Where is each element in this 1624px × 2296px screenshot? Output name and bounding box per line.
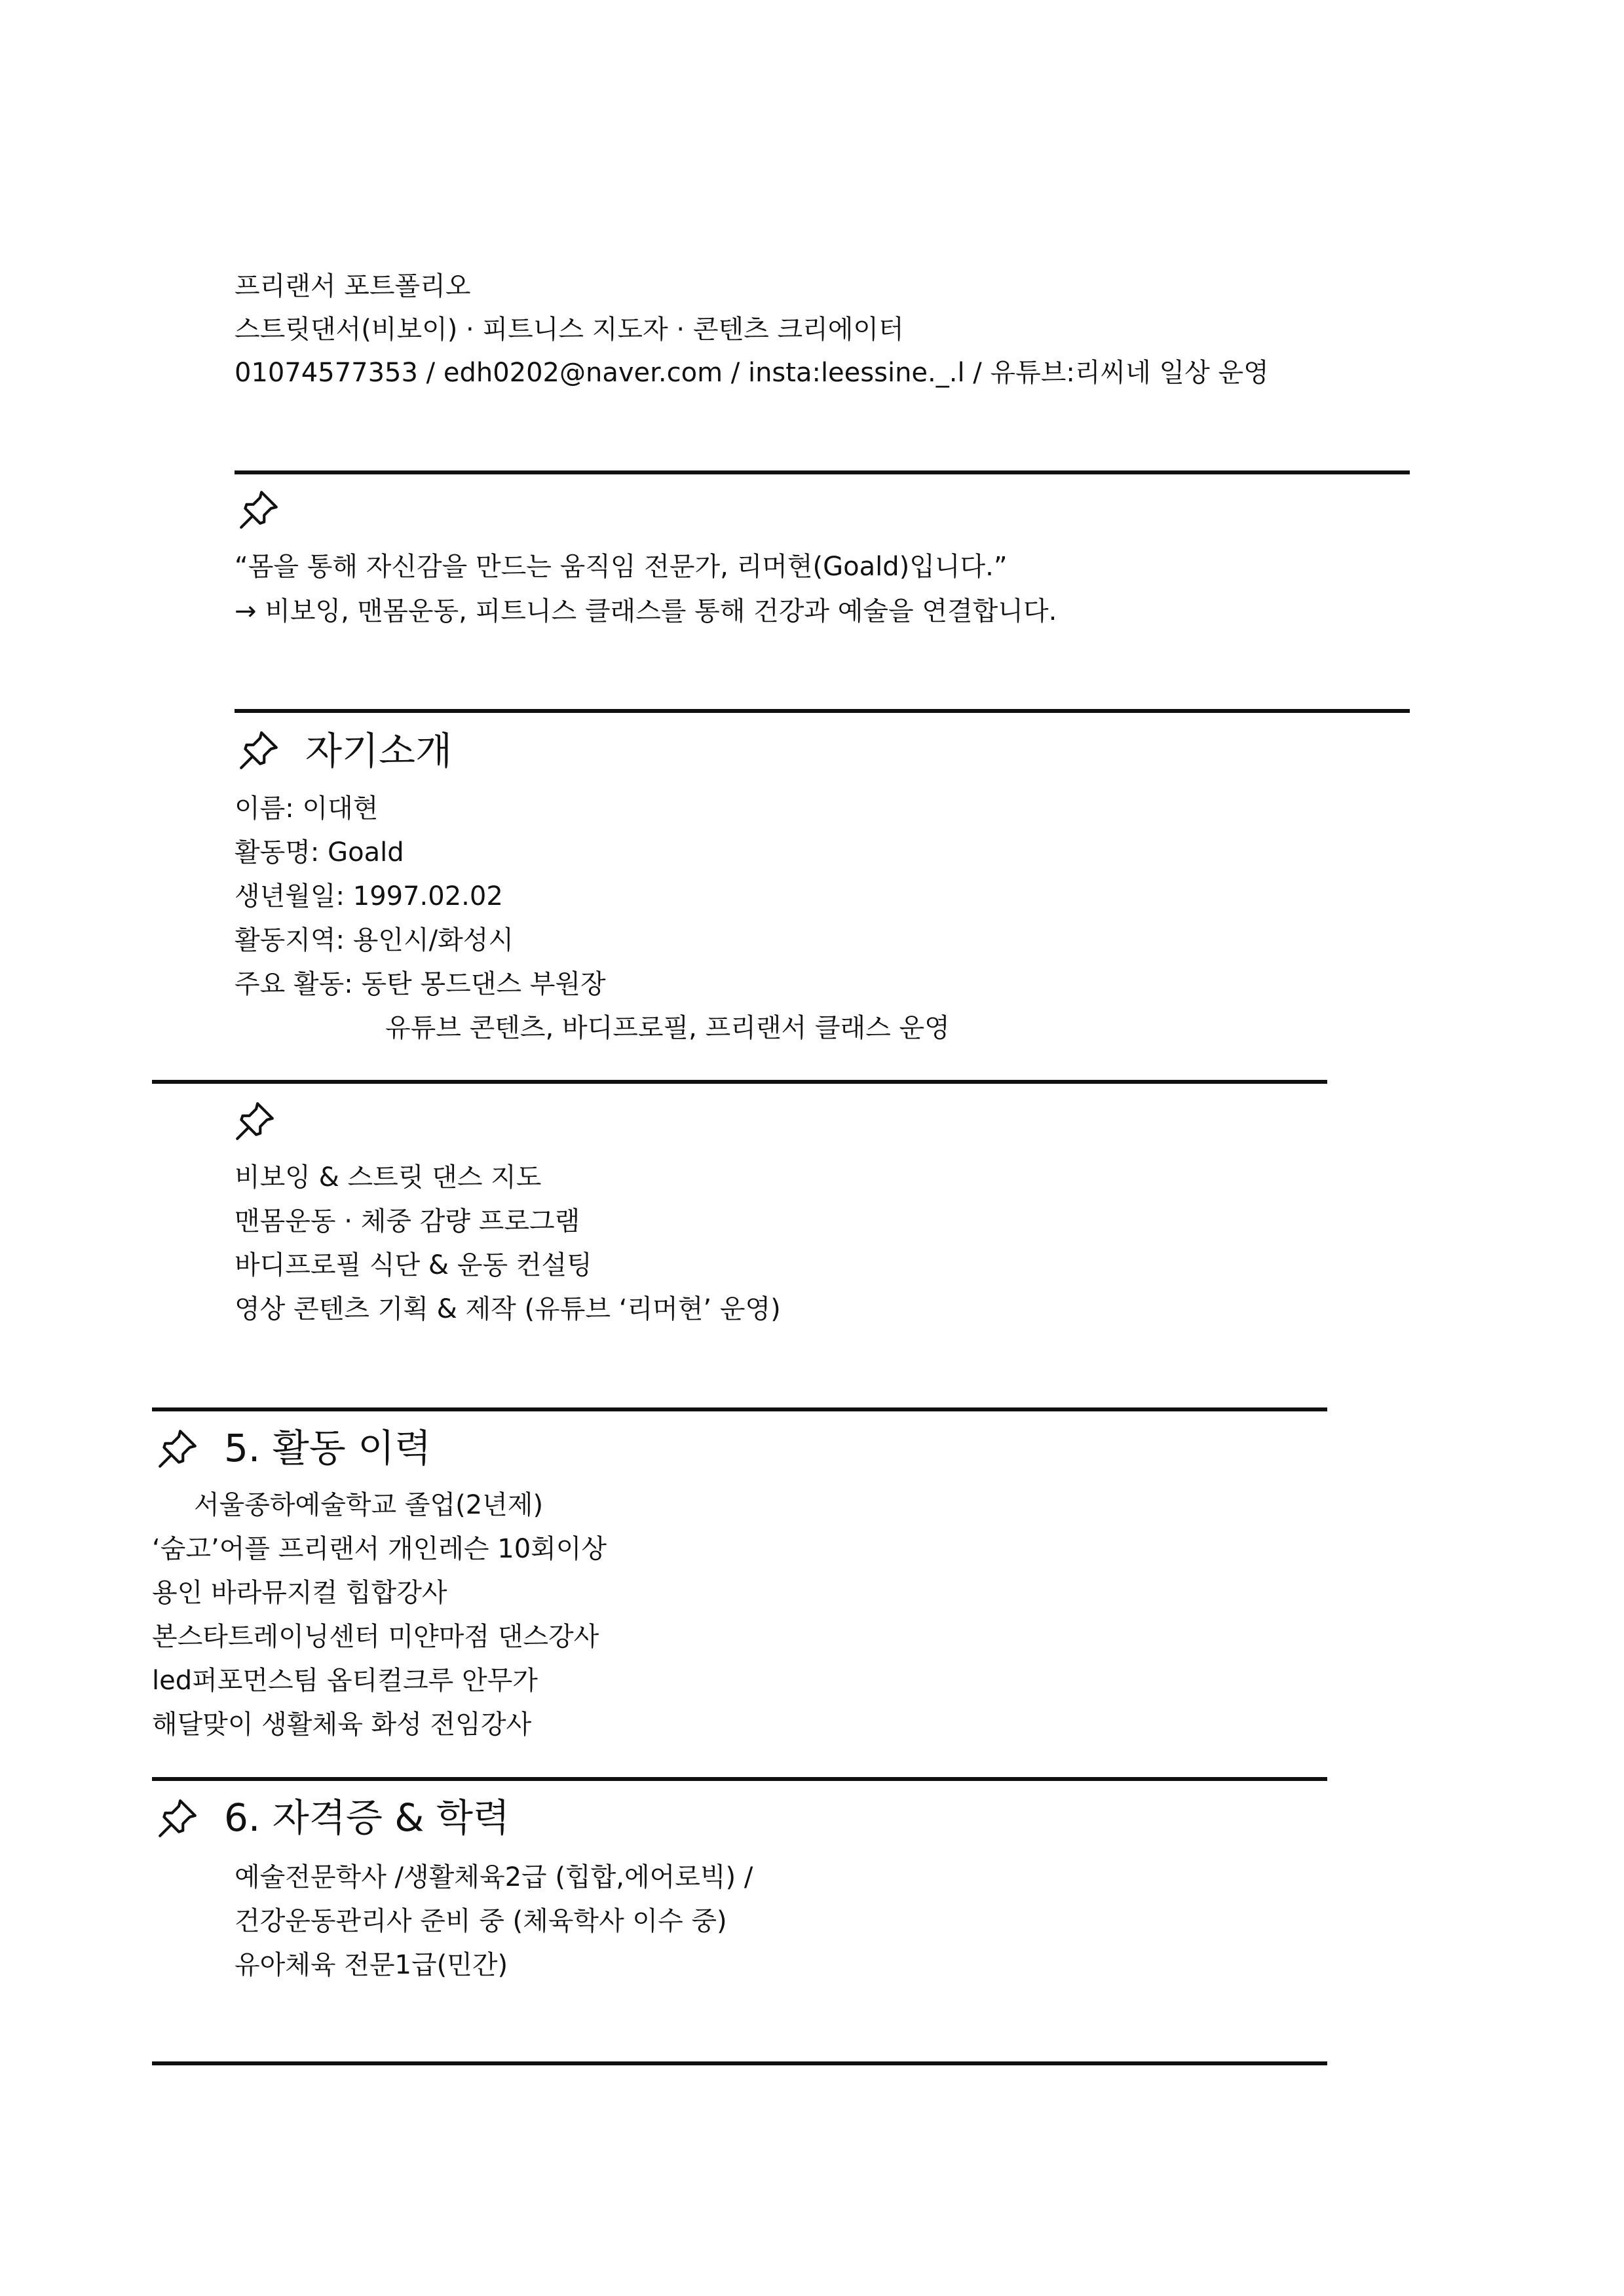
about-item: 주요 활동: 동탄 몽드댄스 부원장 — [235, 969, 606, 999]
cert-item: 예술전문학사 /생활체육2급 (힙합,에어로빅) / — [235, 1862, 753, 1892]
about-item: 생년월일: 1997.02.02 — [235, 881, 503, 911]
history-item: led퍼포먼스팀 옵티컬크루 안무가 — [152, 1666, 538, 1696]
service-item: 영상 콘텐츠 기획 & 제작 (유튜브 ‘리머현’ 운영) — [235, 1294, 781, 1324]
cert-item: 유아체육 전문1급(민간) — [235, 1950, 508, 1980]
intro-quote: “몸을 통해 자신감을 만드는 움직임 전문가, 리머현(Goald)입니다.” — [235, 552, 1008, 582]
about-item: 이름: 이대현 — [235, 794, 379, 824]
history-item: 해달맞이 생활체육 화성 전임강사 — [152, 1710, 532, 1740]
history-item: 본스타트레이닝센터 미얀마점 댄스강사 — [152, 1622, 599, 1652]
about-item: 유튜브 콘텐츠, 바디프로필, 프리랜서 클래스 운영 — [385, 1013, 950, 1043]
pushpin-icon — [237, 488, 280, 531]
service-item: 바디프로필 식단 & 운동 컨설팅 — [235, 1250, 592, 1280]
certs-heading: 6. 자격증 & 학력 — [224, 1795, 510, 1840]
about-item: 활동명: Goald — [235, 837, 404, 868]
cert-item: 건강운동관리사 준비 중 (체육학사 이수 중) — [235, 1906, 727, 1936]
history-item: 용인 바라뮤지컬 힙합강사 — [152, 1578, 447, 1608]
divider — [235, 709, 1410, 713]
intro-sub: → 비보잉, 맨몸운동, 피트니스 클래스를 통해 건강과 예술을 연결합니다. — [235, 596, 1057, 626]
contact-line: 01074577353 / edh0202@naver.com / insta:leessine._.l / 유튜브:리씨네 일상 운영 — [235, 358, 1269, 388]
service-item: 맨몸운동 · 체중 감량 프로그램 — [235, 1206, 580, 1236]
pushpin-icon — [233, 1100, 276, 1143]
portfolio-title: 프리랜서 포트폴리오 — [235, 271, 471, 301]
history-item: ‘숨고’어플 프리랜서 개인레슨 10회이상 — [152, 1534, 607, 1564]
history-heading: 5. 활동 이력 — [224, 1426, 432, 1470]
about-item: 활동지역: 용인시/화성시 — [235, 925, 514, 955]
pushpin-icon — [237, 729, 280, 772]
pushpin-icon — [156, 1797, 199, 1840]
divider — [152, 2061, 1327, 2065]
divider — [152, 1080, 1327, 1084]
roles-line: 스트릿댄서(비보이) · 피트니스 지도자 · 콘텐츠 크리에이터 — [235, 315, 904, 345]
divider — [152, 1777, 1327, 1781]
divider — [152, 1407, 1327, 1411]
history-item: 서울종하예술학교 졸업(2년제) — [194, 1490, 544, 1520]
service-item: 비보잉 & 스트릿 댄스 지도 — [235, 1162, 542, 1193]
about-heading: 자기소개 — [305, 729, 453, 773]
divider — [235, 470, 1410, 474]
pushpin-icon — [156, 1427, 199, 1470]
